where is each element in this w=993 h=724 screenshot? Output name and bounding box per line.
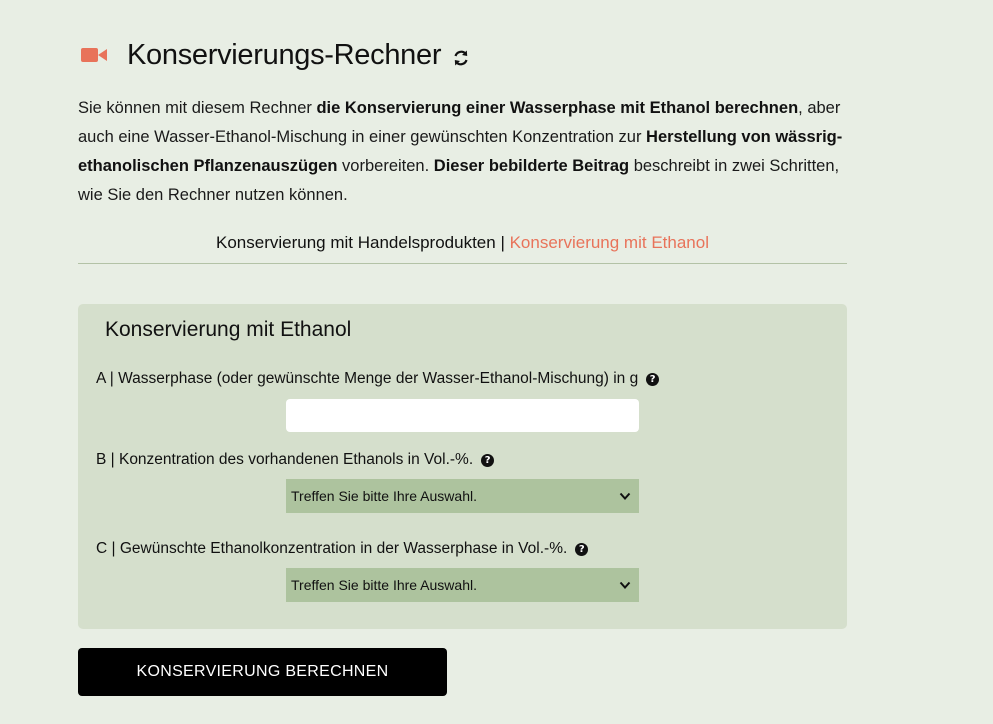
chevron-down-icon [619, 579, 631, 591]
help-icon[interactable]: ? [575, 543, 588, 556]
calculate-button[interactable] [78, 648, 447, 696]
field-b-label-text: B | Konzentration des vorhandenen Ethanols in Vol.-%. [96, 451, 474, 468]
refresh-icon[interactable] [451, 48, 471, 68]
target-concentration-select[interactable] [286, 568, 639, 602]
help-icon[interactable]: ? [481, 454, 494, 467]
intro-text-2: , aber auch eine Wasser-Ethanol-Mischung in einer gewünschten Konzentration zur [78, 99, 841, 146]
tab-nav [78, 229, 847, 257]
calculator-form [78, 304, 847, 629]
field-a-label-text: A | Wasserphase (oder gewünschte Menge der Wasser-Ethanol-Mischung) in g [96, 370, 639, 387]
ethanol-concentration-select[interactable] [286, 479, 639, 513]
field-b-label [96, 451, 494, 469]
field-c-label-text: C | Gewünschte Ethanolkonzentration in der Wasserphase in Vol.-%. [96, 540, 568, 557]
intro-text [78, 94, 853, 210]
tab-ethanol[interactable]: Konservierung mit Ethanol [509, 233, 709, 252]
tab-separator: | [495, 233, 510, 252]
select-value: Treffen Sie bitte Ihre Auswahl. [291, 577, 477, 593]
select-value: Treffen Sie bitte Ihre Auswahl. [291, 488, 477, 504]
chevron-down-icon [619, 490, 631, 502]
tab-handelsprodukten[interactable]: Konservierung mit Handelsprodukten [216, 233, 496, 252]
intro-bold-1: die Konservierung einer Wasserphase mit Ethanol berechnen [316, 99, 799, 117]
help-icon[interactable]: ? [646, 373, 659, 386]
calculate-button-label: KONSERVIERUNG BERECHNEN [136, 663, 389, 680]
intro-text-4: beschreibt in zwei Schritten, wie Sie den Rechner nutzen können. [78, 157, 840, 204]
divider [78, 263, 847, 264]
header [78, 34, 471, 76]
video-camera-icon [81, 47, 107, 63]
form-title: Konservierung mit Ethanol [105, 318, 352, 341]
intro-text-3: vorbereiten. [337, 157, 434, 175]
field-a-label [96, 370, 659, 388]
water-phase-input[interactable] [286, 399, 639, 432]
intro-bold-2: Herstellung von wässrig-ethanolischen Pflanzenauszügen [78, 128, 843, 175]
page-title: Konservierungs-Rechner [127, 38, 442, 71]
intro-article-link[interactable]: Dieser bebilderte Beitrag [433, 157, 630, 175]
intro-text-1: Sie können mit diesem Rechner [78, 99, 317, 117]
field-c-label [96, 540, 588, 558]
